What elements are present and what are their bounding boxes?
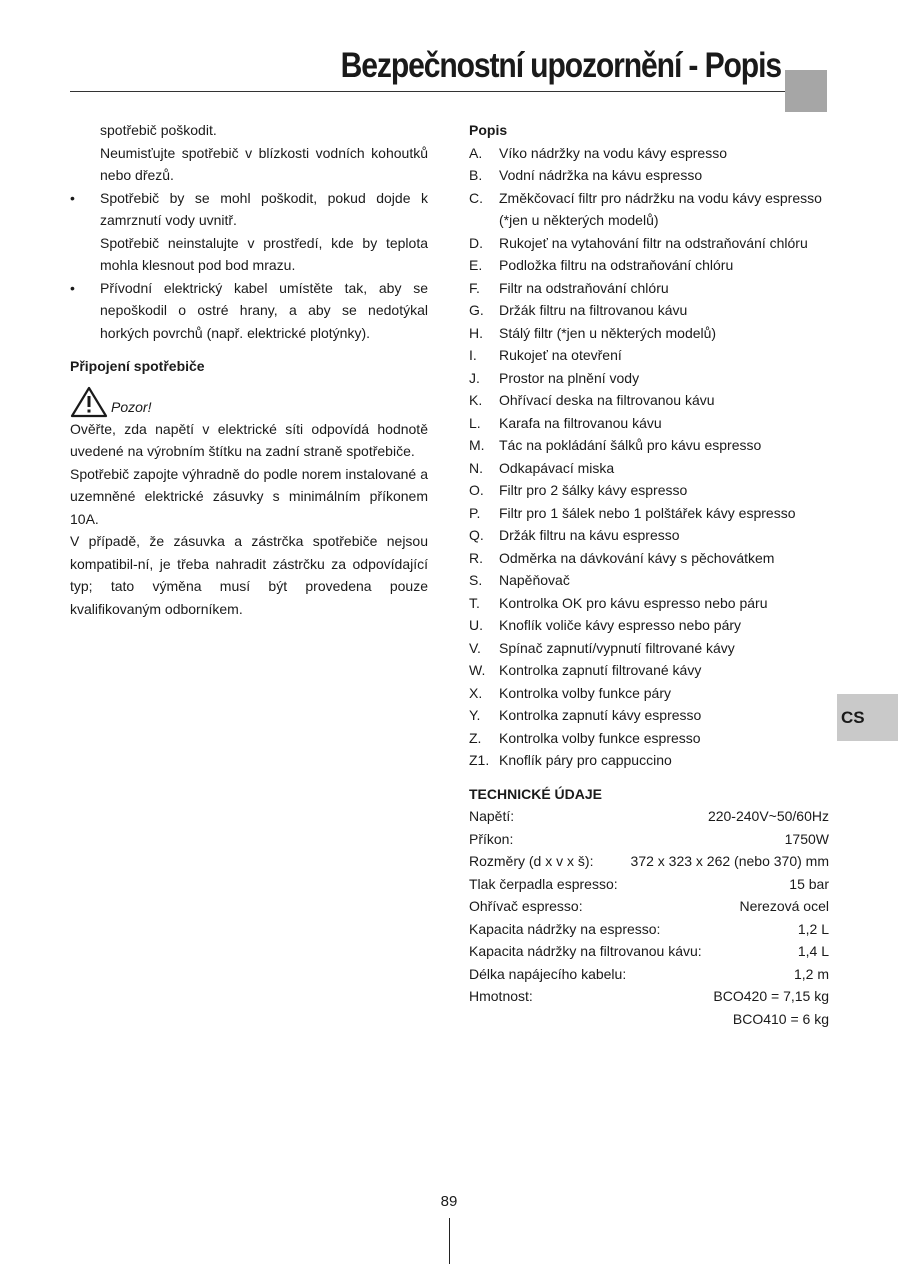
item-letter: K. <box>469 392 483 408</box>
item-text: Držák filtru na kávu espresso <box>499 527 680 543</box>
description-item <box>469 502 829 525</box>
technical-section <box>469 783 829 1031</box>
spec-row <box>469 805 829 828</box>
spec-label: Tlak čerpadla espresso: <box>469 875 618 892</box>
item-letter: R. <box>469 549 483 566</box>
paragraph: V případě, že zásuvka a zástrčka spotřebiče nejsou kompatibil-ní, je třeba nahradit zástrčku za odpovídající typ; tato výměna musí být provedena pouze kvalifikovaným odborníkem. <box>70 533 428 617</box>
spec-row <box>469 918 829 941</box>
spec-label: Rozměry (d x v x š): <box>469 853 594 869</box>
spec-label: Příkon: <box>469 830 514 847</box>
description-item <box>469 547 829 570</box>
item-letter: I. <box>469 347 477 363</box>
item-letter: W. <box>469 662 486 678</box>
warning-label: Pozor! <box>111 398 152 415</box>
description-item <box>469 164 829 187</box>
item-text: Kontrolka zapnutí kávy espresso <box>499 707 702 723</box>
description-item <box>469 704 829 727</box>
spec-value: Nerezová ocel <box>739 898 829 914</box>
description-item <box>469 187 829 232</box>
spec-value: BCO420 = 7,15 kg <box>713 988 829 1004</box>
page-title: Bezpečnostní upozornění - Popis <box>340 46 781 85</box>
item-text: Karafa na filtrovanou kávu <box>499 414 662 431</box>
description-item <box>469 727 829 750</box>
item-letter: V. <box>469 639 481 656</box>
technical-heading: TECHNICKÉ ÚDAJE <box>469 785 603 802</box>
description-item <box>469 277 829 300</box>
item-text: Napěňovač <box>499 572 570 588</box>
description-list <box>469 142 829 772</box>
item-letter: A. <box>469 144 483 161</box>
description-item <box>469 299 829 322</box>
item-text: Knoflík voliče kávy espresso nebo páry <box>499 617 742 633</box>
description-item <box>469 524 829 547</box>
page-number: 89 <box>440 1193 458 1210</box>
spec-value: 1,2 m <box>793 965 829 982</box>
spec-row <box>469 873 829 896</box>
description-item <box>469 412 829 435</box>
item-letter: L. <box>469 414 481 431</box>
item-letter: G. <box>469 302 484 318</box>
title-decor-box <box>785 70 827 112</box>
item-text: Kontrolka volby funkce espresso <box>499 729 701 746</box>
item-text: Odměrka na dávkování kávy s pěchovátkem <box>499 549 775 566</box>
page-divider-line <box>449 1218 450 1264</box>
connection-heading: Připojení spotřebiče <box>70 358 205 374</box>
right-column <box>469 119 829 1030</box>
spec-row <box>469 963 829 986</box>
description-item <box>469 322 829 345</box>
item-text: Rukojeť na otevření <box>499 347 622 363</box>
item-text: Kontrolka volby funkce páry <box>499 684 671 701</box>
left-column <box>70 119 428 620</box>
warning-note <box>70 384 428 418</box>
spec-row <box>469 828 829 851</box>
continued-paragraph: Neumisťujte spotřebič v blízkosti vodních kohoutků nebo dřezů. <box>100 144 428 183</box>
item-letter: C. <box>469 189 483 206</box>
spec-value: 15 bar <box>789 875 829 892</box>
spec-label: Napětí: <box>469 808 515 824</box>
item-text: Víko nádržky na vodu kávy espresso <box>499 144 728 161</box>
title-divider <box>70 91 785 92</box>
spec-label: Kapacita nádržky na filtrovanou kávu: <box>469 943 702 959</box>
description-item <box>469 344 829 367</box>
description-item <box>469 389 829 412</box>
item-text: Vodní nádržka na kávu espresso <box>499 167 703 183</box>
description-item <box>469 254 829 277</box>
warning-triangle-icon <box>70 386 108 418</box>
spec-table <box>469 805 829 1008</box>
spec-row <box>469 985 829 1008</box>
item-letter: M. <box>469 437 485 453</box>
description-item <box>469 142 829 165</box>
item-letter: Z. <box>469 729 482 746</box>
item-text: Filtr na odstraňování chlóru <box>499 279 669 296</box>
item-letter: X. <box>469 684 483 701</box>
bullet-text: Přívodní elektrický kabel umístěte tak, aby se nepoškodil o ostré hrany, a aby se nedotýkal horkých povrchů (např. elektrické plotýnky). <box>100 279 428 341</box>
spec-value: 220-240V~50/60Hz <box>707 808 829 824</box>
item-text: Podložka filtru na odstraňování chlóru <box>499 257 734 273</box>
description-item <box>469 592 829 615</box>
description-item <box>469 367 829 390</box>
item-text: Filtr pro 2 šálky kávy espresso <box>499 482 688 498</box>
language-tab <box>837 694 898 741</box>
item-letter: F. <box>469 279 480 296</box>
spec-value: 1,2 L <box>797 920 829 937</box>
description-item <box>469 569 829 592</box>
spec-label: Kapacita nádržky na espresso: <box>469 920 661 937</box>
spec-row <box>469 850 829 873</box>
spec-value: 1,4 L <box>797 943 829 959</box>
description-item <box>469 749 829 772</box>
item-text: Kontrolka zapnutí filtrované kávy <box>499 662 702 678</box>
item-text: Filtr pro 1 šálek nebo 1 polštářek kávy espresso <box>499 504 796 521</box>
language-tab-label: CS <box>841 708 865 727</box>
spec-value: 372 x 323 x 262 (nebo 370) mm <box>630 853 829 869</box>
paragraph: Ověřte, zda napětí v elektrické síti odpovídá hodnotě uvedené na výrobním štítku na zadní straně spotřebiče. <box>70 420 428 459</box>
item-text: Stálý filtr (*jen u některých modelů) <box>499 324 717 341</box>
item-letter: B. <box>469 167 483 183</box>
bullet-item <box>70 187 428 277</box>
bullet-text-extra: Spotřebič neinstalujte v prostředí, kde by teplota mohla klesnout pod bod mrazu. <box>100 234 428 273</box>
bullet-symbol: • <box>70 279 75 296</box>
item-letter: N. <box>469 459 483 476</box>
item-text: Kontrolka OK pro kávu espresso nebo páru <box>499 594 768 611</box>
spec-label: Ohřívač espresso: <box>469 898 583 914</box>
description-item <box>469 637 829 660</box>
description-item <box>469 659 829 682</box>
spec-label: Hmotnost: <box>469 988 533 1004</box>
description-item <box>469 457 829 480</box>
item-text: Změkčovací filtr pro nádržku na vodu kávy espresso (*jen u některých modelů) <box>499 189 822 228</box>
bullet-symbol: • <box>70 189 75 206</box>
paragraph: Spotřebič zapojte výhradně do podle norem instalované a uzemněné elektrické zásuvky s minimálním příkonem 10A. <box>70 465 428 527</box>
description-heading: Popis <box>469 122 508 138</box>
description-item <box>469 434 829 457</box>
bullet-text: Spotřebič by se mohl poškodit, pokud dojde k zamrznutí vody uvnitř. <box>100 189 428 228</box>
bullet-item <box>70 277 428 345</box>
item-letter: S. <box>469 572 483 588</box>
item-text: Odkapávací miska <box>499 459 615 476</box>
spec-row <box>469 940 829 963</box>
item-letter: D. <box>469 234 483 251</box>
item-text: Spínač zapnutí/vypnutí filtrované kávy <box>499 639 735 656</box>
spec-value: 1750W <box>784 830 829 847</box>
description-item <box>469 479 829 502</box>
description-item <box>469 682 829 705</box>
item-text: Držák filtru na filtrovanou kávu <box>499 302 688 318</box>
item-letter: Z1. <box>469 752 490 768</box>
item-text: Tác na pokládání šálků pro kávu espresso <box>499 437 762 453</box>
item-letter: H. <box>469 324 483 341</box>
item-letter: J. <box>469 369 480 386</box>
item-letter: T. <box>469 594 480 611</box>
item-letter: U. <box>469 617 483 633</box>
item-text: Rukojeť na vytahování filtr na odstraňování chlóru <box>499 234 808 251</box>
item-letter: E. <box>469 257 483 273</box>
item-text: Knoflík páry pro cappuccino <box>499 752 672 768</box>
item-letter: P. <box>469 504 481 521</box>
item-letter: O. <box>469 482 484 498</box>
item-text: Prostor na plnění vody <box>499 369 640 386</box>
item-letter: Q. <box>469 527 484 543</box>
spec-row <box>469 895 829 918</box>
item-text: Ohřívací deska na filtrovanou kávu <box>499 392 715 408</box>
description-item <box>469 614 829 637</box>
spec-value: BCO410 = 6 kg <box>732 1010 829 1027</box>
continued-line: spotřebič poškodit. <box>100 122 217 138</box>
spec-label: Délka napájecího kabelu: <box>469 965 627 982</box>
item-letter: Y. <box>469 707 481 723</box>
description-item <box>469 232 829 255</box>
